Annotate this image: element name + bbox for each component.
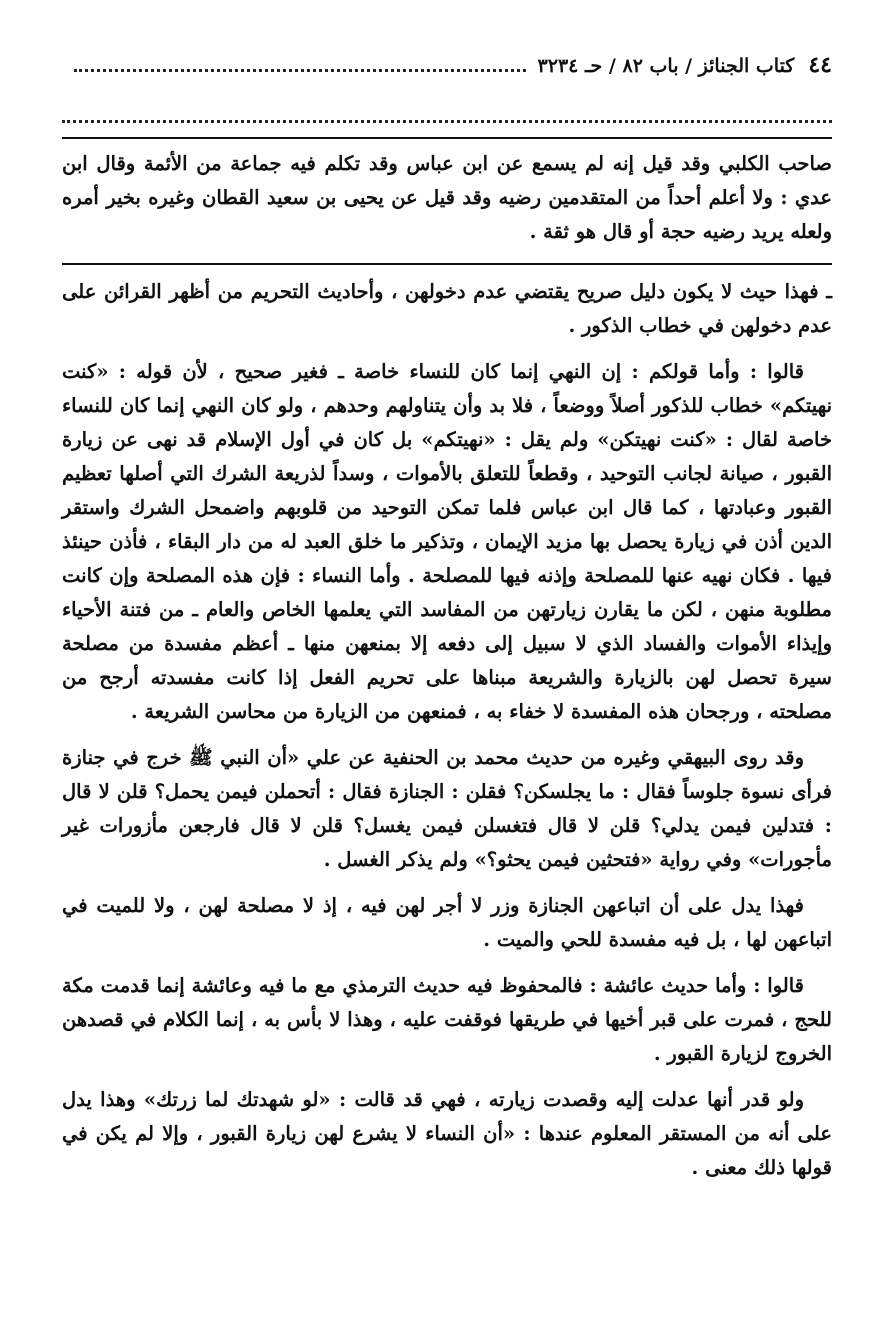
main-text [62,275,832,1185]
paragraph-2: قالوا : وأما قولكم : إن النهي إنما كان للنساء خاصة ـ فغير صحيح ، لأن قوله : «كنت نهيتكم» خطاب للذكور أصلاً ووضعاً ، فلا بد وأن يتناولهم وحدهم ، ولو كان النهي إنما كان للنساء خاصة لقال : «كنت نهيتكن» ولم يقل : «نهيتكم» بل كان في أول الإسلام قد نهى عن زيارة القبور ، صيانة لجانب التوحيد ، وقطعاً للتعلق بالأموات ، وسداً لذريعة الشرك التي أصلها تعظيم القبور وعبادتها ، كما قال ابن عباس فلما تمكن التوحيد من قلوبهم واضمحل الشرك واستقر الدين أذن في زيارة يحصل بها مزيد الإيمان ، وتذكير ما خلق العبد له من دار البقاء ، فأذن حينئذ فيها . فكان نهيه عنها للمصلحة وإذنه فيها للمصلحة . وأما النساء : فإن هذه المصلحة وإن كانت مطلوبة منهن ، لكن ما يقارن زيارتهن من المفاسد التي يعلمها الخاص والعام ـ من فتنة الأحياء وإيذاء الأموات والفساد الذي لا سبيل إلى دفعه إلا بمنعهن منها ـ أعظم مفسدة من مصلحة سيرة تحصل لهن بالزيارة والشريعة مبناها على تحريم الفعل إذا كانت مفسدته أرجح من مصلحته ، ورجحان هذه المفسدة لا خفاء به ، فمنعهن من الزيارة من محاسن الشريعة . [62,360,832,723]
footnote-text: صاحب الكلبي وقد قيل إنه لم يسمع عن ابن عباس وقد تكلم فيه جماعة من الأئمة وقال ابن عدي : ولا أعلم أحداً من المتقدمين رضيه وقد قيل عن يحيى بن سعيد القطان وغيره بخير أمره ولعله يريد رضيه حجة أو قال هو ثقة . [62,152,832,243]
header-dotted-leader [74,69,526,72]
header-dotted-rule [62,120,832,123]
footnote-top-rule [62,137,832,139]
paragraph-4: فهذا يدل على أن اتباعهن الجنازة وزر لا أجر لهن فيه ، إذ لا مصلحة لهن ، ولا للميت في اتباعهن لها ، بل فيه مفسدة للحي والميت . [62,894,832,951]
running-header [62,52,832,92]
footnote-bottom-rule [62,263,832,265]
paragraph-5: قالوا : وأما حديث عائشة : فالمحفوظ فيه حديث الترمذي مع ما فيه وعائشة إنما قدمت مكة للحج ، فمرت على قبر أخيها في طريقها فوقفت عليه ، وهذا لا بأس به ، إنما الكلام في قصدهن الخروج لزيارة القبور . [62,974,832,1065]
page-number: ٤٤ [808,52,832,78]
running-title: كتاب الجنائز / باب ٨٢ / حـ ٣٢٣٤ [537,55,795,77]
footnote-block [62,147,832,249]
paragraph-6: ولو قدر أنها عدلت إليه وقصدت زيارته ، فهي قد قالت : «لو شهدتك لما زرتك» وهذا يدل على أنه من المستقر المعلوم عندها : «أن النساء لا يشرع لهن زيارة القبور ، وإلا لم يكن في قولها ذلك معنى . [62,1088,832,1179]
book-page [62,52,832,1317]
paragraph-1: ـ فهذا حيث لا يكون دليل صريح يقتضي عدم دخولهن ، وأحاديث التحريم من أظهر القرائن على عدم دخولهن في خطاب الذكور . [62,280,832,337]
paragraph-3: وقد روى البيهقي وغيره من حديث محمد بن الحنفية عن علي «أن النبي ﷺ خرج في جنازة فرأى نسوة جلوساً فقال : ما يجلسكن؟ فقلن : الجنازة فقال : أتحملن فيمن يحمل؟ قلن لا قال : فتدلين فيمن يدلي؟ قلن لا قال فتغسلن فيمن يغسل؟ قلن لا قال فارجعن مأزورات غير مأجورات» وفي رواية «فتحثين فيمن يحثو؟» ولم يذكر الغسل . [62,746,832,871]
